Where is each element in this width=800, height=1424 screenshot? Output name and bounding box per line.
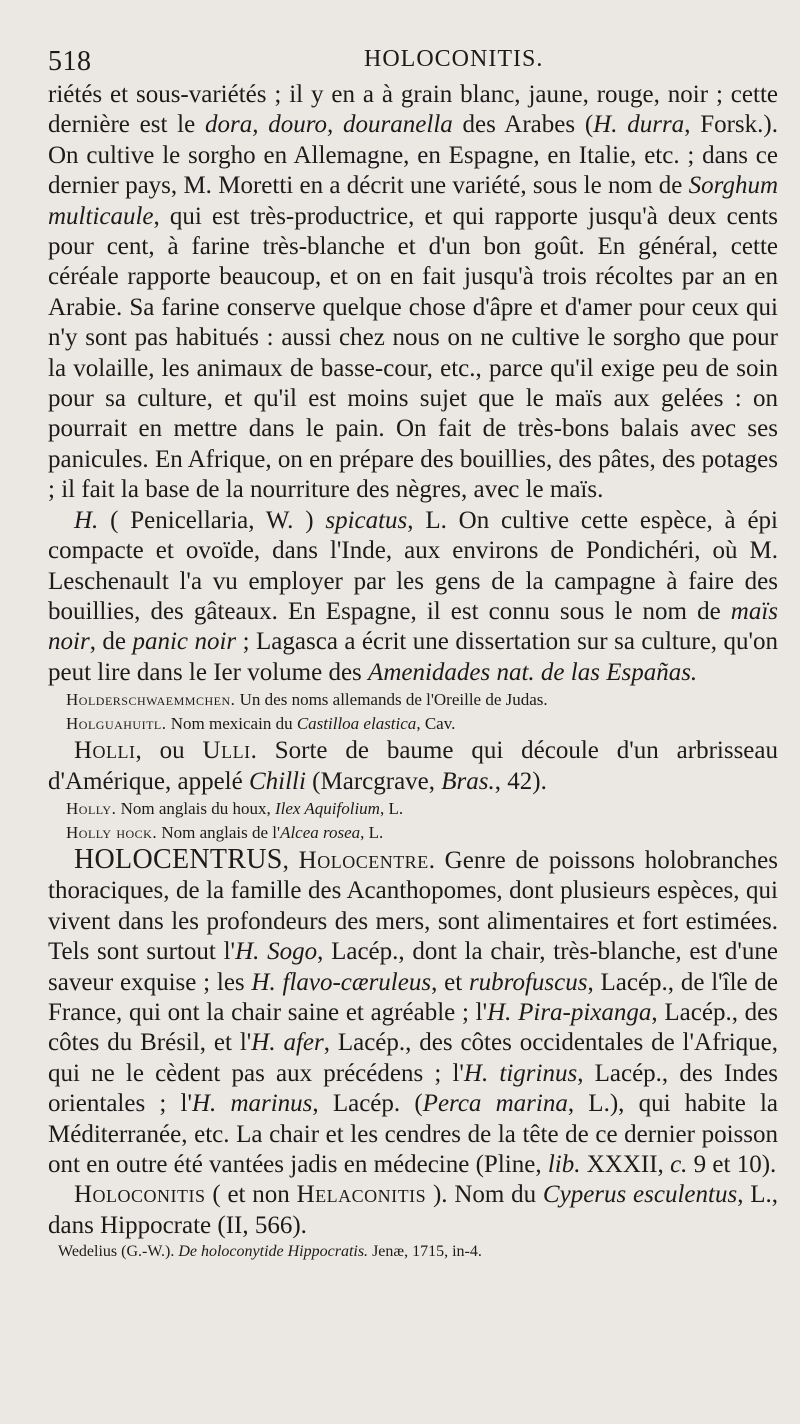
paragraph-spicatus: H. ( Penicellaria, W. ) spicatus, L. On cultive cette espèce, à épi compacte et ovoïde, dans l'Inde, aux environs de Pondichéri, où M. Leschenault l'a vu employer par les gens de la campagne à faire des bouillies, des gâteaux. En Espagne, il est connu sous le nom de maïs noir, de panic noir ; Lagasca a écrit une dissertation sur sa culture, qu'on peut lire dans le Ier volume des Amenidades nat. de las Españas. <box>48 506 779 686</box>
running-title: HOLOCONITIS. <box>364 46 544 72</box>
body-text <box>48 80 778 1263</box>
entry-holli: Holli, ou Ulli. Sorte de baume qui découle d'un arbrisseau d'Amérique, appelé Chilli (Marcgrave, Bras., 42). <box>48 737 778 795</box>
page-number: 518 <box>48 46 92 77</box>
running-head <box>48 40 778 80</box>
entry-holoconitis: Holoconitis ( et non Helaconitis ). Nom du Cyperus esculentus, L., dans Hippocrate (II, 566). <box>48 1181 779 1239</box>
entry-holly-hock: Holly hock. Nom anglais de l'Alcea rosea, L. <box>66 822 384 842</box>
entry-holly: Holly. Nom anglais du houx, Ilex Aquifolium, L. <box>66 798 404 818</box>
footnote-wedelius: Wedelius (G.-W.). De holoconytide Hippocratis. Jenæ, 1715, in-4. <box>58 1243 482 1261</box>
entry-holocentrus: HOLOCENTRUS, Holocentre. Genre de poissons holobranches thoraciques, de la famille des Acanthopomes, dont plusieurs espèces, qui vivent dans les profondeurs des mers, sont alimentaires et fort estimées. Tels sont surtout l'H. Sogo, Lacép., dont la chair, très-blanche, est d'une saveur exquise ; les H. flavo-cæruleus, et rubrofuscus, Lacép., de l'île de France, qui ont la chair saine et agréable ; l'H. Pira-pixanga, Lacép., des côtes du Brésil, et l'H. afer, Lacép., des côtes occidentales de l'Afrique, qui ne le cèdent pas aux précédens ; l'H. tigrinus, Lacép., des Indes orientales ; l'H. marinus, Lacép. (Perca marina, L.), qui habite la Méditerranée, etc. La chair et les cendres de la tête de ce dernier poisson ont en outre été vantées jadis en médecine (Pline, lib. XXXII, c. 9 et 10). <box>48 843 779 1178</box>
entry-holguahuitl: Holguahuitl. Nom mexicain du Castilloa elastica, Cav. <box>66 714 456 734</box>
paragraph-sorgho: riétés et sous-variétés ; il y en a à grain blanc, jaune, rouge, noir ; cette dernière est le dora, douro, douranella des Arabes (H. durra, Forsk.). On cultive le sorgho en Allemagne, en Espagne, en Italie, etc. ; dans ce dernier pays, M. Moretti en a décrit une variété, sous le nom de Sorghum multicaule, qui est très-productrice, et qui rapporte jusqu'à deux cents pour cent, à farine très-blanche et d'un bon goût. En général, cette céréale rapporte beaucoup, et on en fait jusqu'à trois récoltes par an en Arabie. Sa farine conserve quelque chose d'âpre et d'amer pour ceux qui n'y sont pas habitués : aussi chez nous on ne cultive le sorgho que pour la volaille, les animaux de basse-cour, etc., parce qu'il exige peu de soin pour sa culture, et qu'il est moins sujet que le maïs aux gelées : on pourrait en mettre dans le pain. On fait de très-bons balais avec ses panicules. En Afrique, on en prépare des bouillies, des pâtes, des potages ; il fait la base de la nourriture des nègres, avec le maïs. <box>48 81 778 504</box>
entry-holderschwaemmchen: Holderschwaemmchen. Un des noms allemands de l'Oreille de Judas. <box>66 690 548 710</box>
